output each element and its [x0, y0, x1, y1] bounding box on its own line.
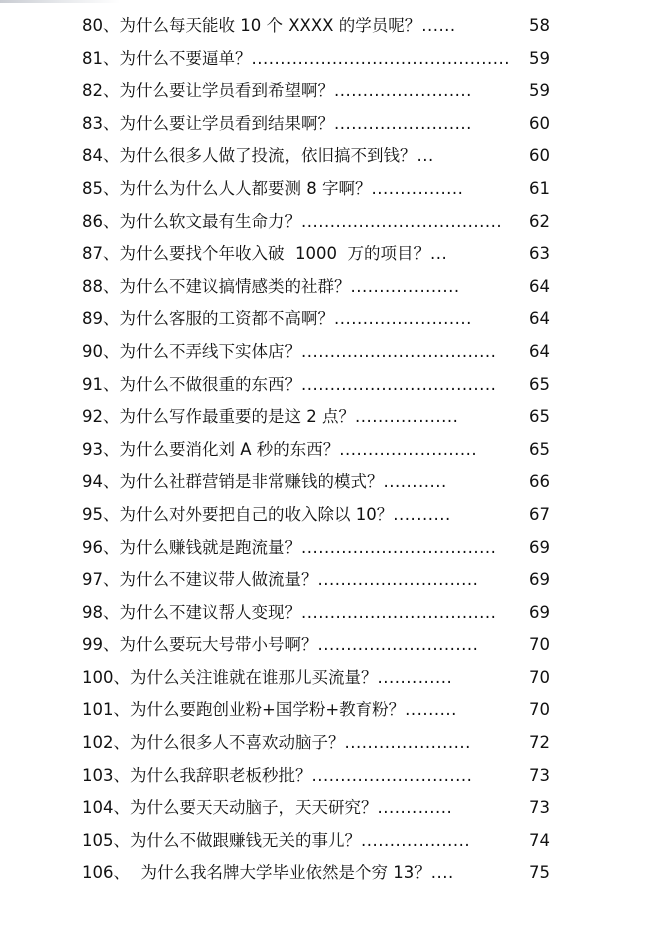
toc-entry-title: 为什么对外要把自己的收入除以 10？: [119, 504, 394, 524]
toc-entry-separator: 、: [103, 439, 120, 459]
toc-entry-leader: ....: [430, 863, 454, 883]
toc-entry-heading: [82, 75, 472, 108]
toc-entry-heading: [82, 694, 457, 727]
toc-entry-leader: ...................: [350, 276, 460, 296]
toc-entry-page-number: 73: [529, 765, 550, 785]
toc-entry-separator: 、: [103, 16, 120, 35]
toc-entry[interactable]: [0, 108, 652, 141]
toc-entry-heading: [82, 369, 496, 402]
toc-entry-heading: [82, 10, 456, 43]
toc-entry-leader: ......: [421, 16, 456, 35]
toc-entry-title: 为什么要消化刘 A 秒的东西？: [119, 439, 340, 459]
toc-entry-number: 95: [82, 504, 103, 524]
toc-entry-heading: [82, 564, 478, 597]
toc-entry[interactable]: [0, 564, 652, 597]
toc-entry-title: 为什么不建议搞情感类的社群？: [119, 276, 351, 296]
toc-entry-number: 80: [82, 16, 103, 35]
toc-entry-number: 102: [82, 733, 114, 753]
toc-entry-number: 91: [82, 374, 103, 394]
toc-entry-separator: 、: [103, 374, 120, 394]
toc-entry-page-number: 69: [529, 602, 550, 622]
toc-entry-number: 104: [82, 798, 114, 818]
toc-entry-number: 97: [82, 570, 103, 590]
toc-entry-leader: .............................................: [251, 48, 511, 68]
toc-entry-leader: ........................: [334, 309, 472, 329]
toc-entry-number: 84: [82, 146, 103, 166]
toc-entry-number: 83: [82, 113, 103, 133]
toc-entry-heading: [82, 336, 496, 369]
toc-entry-separator: 、: [103, 602, 120, 622]
toc-entry-leader: .............: [377, 798, 453, 818]
toc-entry-page-number: 72: [529, 733, 550, 753]
toc-entry-title: 为什么客服的工资都不高啊？: [119, 309, 334, 329]
toc-entry[interactable]: [0, 10, 652, 43]
toc-entry-page-number: 64: [529, 341, 550, 361]
toc-entry[interactable]: [0, 401, 652, 434]
toc-entry-page-number: 64: [529, 276, 550, 296]
toc-entry-separator: 、: [103, 211, 120, 231]
toc-entry[interactable]: [0, 206, 652, 239]
toc-entry-heading: [82, 173, 463, 206]
toc-entry[interactable]: [0, 336, 652, 369]
toc-entry-separator: 、: [103, 309, 120, 329]
toc-entry-separator: 、: [103, 341, 120, 361]
toc-entry-heading: [82, 466, 447, 499]
toc-entry-title: 为什么不做跟赚钱无关的事儿？: [130, 830, 361, 850]
toc-entry[interactable]: [0, 760, 652, 793]
toc-entry-page-number: 69: [529, 570, 550, 590]
toc-entry[interactable]: [0, 532, 652, 565]
toc-entry-heading: [82, 140, 434, 173]
toc-entry[interactable]: [0, 727, 652, 760]
toc-entry-page-number: 60: [529, 146, 550, 166]
toc-entry-leader: ...: [416, 146, 434, 166]
table-of-contents: [0, 10, 652, 890]
toc-entry-page-number: 60: [529, 113, 550, 133]
toc-entry-title: 为什么不弄线下实体店？: [119, 341, 301, 361]
toc-entry-separator: 、: [113, 667, 130, 687]
toc-entry-heading: [82, 792, 452, 825]
toc-entry-separator: 、: [103, 146, 120, 166]
toc-entry[interactable]: [0, 466, 652, 499]
toc-entry[interactable]: [0, 271, 652, 304]
toc-entry-title: 为什么要找个年收入破 1000 万的项目？: [119, 244, 430, 264]
toc-entry-page-number: 70: [529, 700, 550, 720]
toc-entry-number: 87: [82, 244, 103, 264]
toc-entry-heading: [82, 401, 458, 434]
toc-entry-title: 为什么赚钱就是跑流量？: [119, 537, 301, 557]
toc-entry-number: 106: [82, 863, 114, 883]
toc-entry[interactable]: [0, 597, 652, 630]
toc-entry-leader: ..........: [393, 504, 451, 524]
toc-entry-heading: [82, 727, 471, 760]
toc-entry[interactable]: [0, 173, 652, 206]
toc-entry-leader: ..................................: [301, 341, 497, 361]
toc-entry-heading: [82, 271, 460, 304]
toc-entry-title: 为什么不建议帮人变现？: [119, 602, 301, 622]
toc-entry-title: 为什么每天能收 10 个 XXXX 的学员呢？: [119, 16, 422, 35]
toc-entry-title: 为什么我名牌大学毕业依然是个穷 13？: [130, 863, 431, 883]
toc-entry-number: 89: [82, 309, 103, 329]
toc-entry-number: 90: [82, 341, 103, 361]
toc-entry[interactable]: [0, 792, 652, 825]
toc-entry-page-number: 66: [529, 472, 550, 492]
toc-entry-page-number: 59: [529, 48, 550, 68]
toc-entry-leader: ............................: [317, 570, 479, 590]
toc-entry-separator: 、: [103, 276, 120, 296]
toc-entry[interactable]: [0, 238, 652, 271]
toc-entry-leader: ................: [371, 178, 464, 198]
toc-entry-title: 为什么要天天动脑子，天天研究？: [130, 798, 378, 818]
toc-entry-leader: ............................: [311, 765, 473, 785]
toc-entry-number: 94: [82, 472, 103, 492]
toc-entry-title: 为什么很多人不喜欢动脑子？: [130, 733, 345, 753]
toc-entry-title: 为什么要跑创业粉+国学粉+教育粉？: [130, 700, 406, 720]
toc-entry[interactable]: [0, 140, 652, 173]
toc-entry-leader: ...: [429, 244, 448, 264]
toc-entry-number: 96: [82, 537, 103, 557]
toc-entry-page-number: 59: [529, 81, 550, 101]
toc-entry-leader: .........: [405, 700, 457, 720]
toc-entry-page-number: 67: [529, 504, 550, 524]
toc-entry-leader: ..................................: [301, 537, 497, 557]
toc-entry-heading: [82, 303, 472, 336]
toc-entry-leader: ......................: [344, 733, 471, 753]
toc-entry-page-number: 69: [529, 537, 550, 557]
toc-entry[interactable]: [0, 857, 652, 890]
toc-entry-leader: .............: [377, 667, 453, 687]
toc-entry-heading: [82, 434, 477, 467]
toc-entry-title: 为什么要玩大号带小号啊？: [119, 635, 318, 655]
toc-entry-title: 为什么写作最重要的是这 2 点？: [119, 407, 355, 427]
toc-entry-leader: ........................: [334, 113, 472, 133]
toc-entry[interactable]: [0, 43, 652, 76]
toc-entry-number: 100: [82, 667, 114, 687]
toc-entry-separator: 、: [103, 48, 120, 68]
toc-entry-leader: ........................: [339, 439, 478, 459]
toc-entry-separator: 、: [103, 244, 120, 264]
toc-entry-number: 81: [82, 48, 103, 68]
toc-entry-heading: [82, 825, 470, 858]
toc-entry-separator: 、: [103, 178, 120, 198]
toc-entry-heading: [82, 238, 447, 271]
toc-entry-number: 99: [82, 635, 103, 655]
toc-entry[interactable]: [0, 499, 652, 532]
toc-entry-page-number: 63: [529, 244, 550, 264]
toc-entry-number: 85: [82, 178, 103, 198]
toc-entry-separator: 、: [103, 472, 120, 492]
toc-entry-page-number: 65: [529, 407, 550, 427]
toc-entry-separator: 、: [103, 81, 120, 101]
toc-entry-number: 101: [82, 700, 114, 720]
toc-entry-page-number: 73: [529, 798, 550, 818]
top-edge-strip: [0, 0, 652, 3]
toc-entry-leader: ........................: [334, 81, 472, 101]
toc-entry-heading: [82, 43, 510, 76]
toc-entry-heading: [82, 857, 454, 890]
toc-entry-number: 86: [82, 211, 103, 231]
toc-entry-separator: 、: [113, 863, 130, 883]
toc-entry-leader: ..................................: [301, 602, 497, 622]
toc-entry-title: 为什么关注谁就在谁那儿买流量？: [130, 667, 378, 687]
toc-entry-separator: 、: [113, 765, 130, 785]
toc-entry[interactable]: [0, 303, 652, 336]
toc-entry-title: 为什么不要逼单？: [119, 48, 252, 68]
toc-entry[interactable]: [0, 75, 652, 108]
toc-entry-page-number: 75: [529, 863, 550, 883]
toc-entry-number: 92: [82, 407, 103, 427]
toc-entry-separator: 、: [103, 570, 120, 590]
toc-entry-page-number: 61: [529, 178, 550, 198]
toc-entry-heading: [82, 532, 496, 565]
toc-entry-separator: 、: [113, 733, 130, 753]
toc-entry-separator: 、: [103, 635, 120, 655]
toc-entry-heading: [82, 629, 478, 662]
toc-entry-separator: 、: [113, 830, 130, 850]
toc-entry-leader: ..................................: [301, 374, 497, 394]
toc-entry-heading: [82, 206, 502, 239]
toc-entry-title: 为什么社群营销是非常赚钱的模式？: [119, 472, 384, 492]
toc-entry-separator: 、: [103, 113, 120, 133]
toc-entry-number: 82: [82, 81, 103, 101]
toc-entry-title: 为什么我辞职老板秒批？: [130, 765, 312, 785]
toc-entry-leader: ............................: [317, 635, 479, 655]
toc-entry-number: 105: [82, 830, 114, 850]
toc-entry-page-number: 65: [529, 374, 550, 394]
toc-entry-page-number: 70: [529, 667, 550, 687]
toc-entry-number: 103: [82, 765, 114, 785]
toc-entry-number: 93: [82, 439, 103, 459]
toc-entry-heading: [82, 499, 451, 532]
toc-entry-leader: ..................: [355, 407, 459, 427]
toc-entry-separator: 、: [103, 537, 120, 557]
toc-entry-separator: 、: [103, 407, 120, 427]
toc-entry[interactable]: [0, 825, 652, 858]
toc-entry-leader: ...........: [383, 472, 447, 492]
toc-entry-leader: ...................: [361, 830, 471, 850]
toc-entry[interactable]: [0, 694, 652, 727]
toc-entry-page-number: 64: [529, 309, 550, 329]
toc-entry-heading: [82, 108, 472, 141]
toc-entry-heading: [82, 760, 472, 793]
toc-entry-title: 为什么要让学员看到结果啊？: [119, 113, 334, 133]
toc-entry-title: 为什么很多人做了投流，依旧搞不到钱？: [119, 146, 417, 166]
toc-entry-title: 为什么不做很重的东西？: [119, 374, 301, 394]
toc-entry-heading: [82, 662, 452, 695]
toc-entry-separator: 、: [113, 798, 130, 818]
toc-entry-number: 98: [82, 602, 103, 622]
toc-entry[interactable]: [0, 629, 652, 662]
toc-entry-heading: [82, 597, 496, 630]
toc-entry-separator: 、: [113, 700, 130, 720]
toc-entry-title: 为什么软文最有生命力？: [119, 211, 301, 231]
toc-entry-title: 为什么不建议带人做流量？: [119, 570, 318, 590]
toc-entry[interactable]: [0, 369, 652, 402]
toc-entry-number: 88: [82, 276, 103, 296]
toc-entry-page-number: 65: [529, 439, 550, 459]
toc-entry[interactable]: [0, 434, 652, 467]
toc-entry-title: 为什么要让学员看到希望啊？: [119, 81, 334, 101]
toc-entry-page-number: 74: [529, 830, 550, 850]
toc-entry-page-number: 70: [529, 635, 550, 655]
toc-entry-page-number: 62: [529, 211, 550, 231]
toc-entry-page-number: 58: [529, 16, 550, 35]
toc-entry-separator: 、: [103, 504, 120, 524]
toc-entry[interactable]: [0, 662, 652, 695]
toc-entry-leader: ...................................: [301, 211, 503, 231]
toc-entry-title: 为什么为什么人人都要测 8 字啊？: [119, 178, 372, 198]
